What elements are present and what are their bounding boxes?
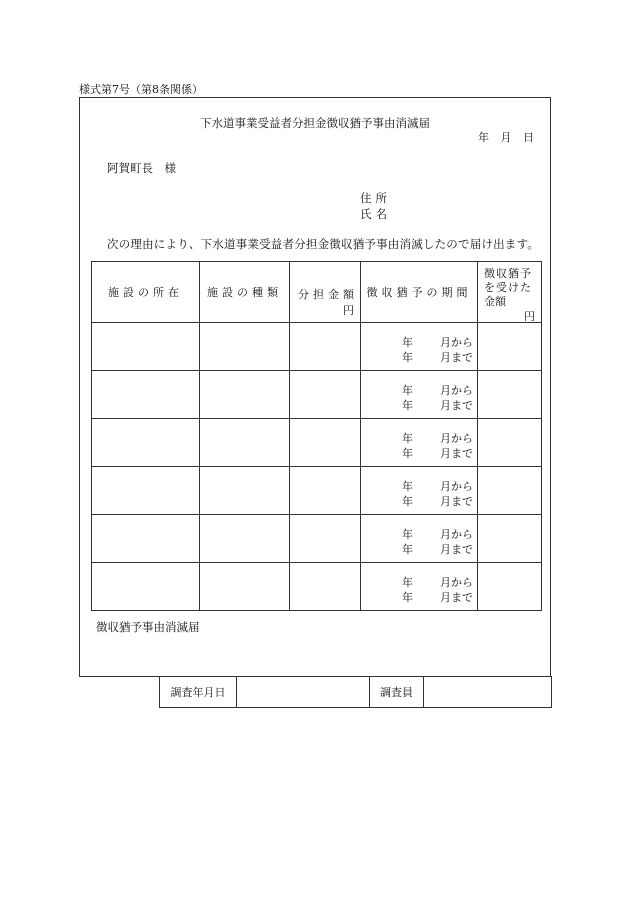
header-amount-unit: 円 — [343, 304, 354, 317]
header-amount — [290, 262, 361, 323]
period-to: 月まで — [440, 351, 473, 364]
cell-type[interactable] — [200, 563, 290, 611]
period-year: 年 — [402, 480, 413, 493]
period-from: 月から — [440, 432, 473, 445]
period-year: 年 — [402, 576, 413, 589]
period-year: 年 — [402, 399, 413, 412]
period-from: 月から — [440, 480, 473, 493]
header-deferred-line2: を受けた — [484, 281, 532, 294]
cell-type[interactable] — [200, 371, 290, 419]
cell-location[interactable] — [92, 419, 200, 467]
addressee: 阿賀町長 様 — [107, 161, 176, 175]
footer-note: 徴収猶予事由消滅届 — [96, 620, 200, 634]
table-row — [92, 371, 542, 419]
cell-deferred-amount[interactable] — [478, 323, 542, 371]
cell-amount[interactable] — [290, 371, 361, 419]
cell-period[interactable] — [361, 515, 478, 563]
survey-table — [159, 676, 552, 708]
period-year: 年 — [402, 351, 413, 364]
survey-row — [160, 677, 552, 708]
table-row — [92, 563, 542, 611]
cell-period[interactable] — [361, 323, 478, 371]
cell-amount[interactable] — [290, 515, 361, 563]
table-row — [92, 419, 542, 467]
period-from: 月から — [440, 528, 473, 541]
cell-type[interactable] — [200, 419, 290, 467]
cell-location[interactable] — [92, 515, 200, 563]
period-year: 年 — [402, 543, 413, 556]
cell-location[interactable] — [92, 323, 200, 371]
period-year: 年 — [402, 495, 413, 508]
facility-table — [91, 261, 542, 611]
cell-amount[interactable] — [290, 563, 361, 611]
cell-location[interactable] — [92, 467, 200, 515]
header-period: 徴収猶予の期間 — [361, 262, 478, 323]
header-type: 施設の種類 — [200, 262, 290, 323]
statement-text: 次の理由により、下水道事業受益者分担金徴収猶予事由消滅したので届け出ます。 — [107, 237, 539, 251]
cell-amount[interactable] — [290, 419, 361, 467]
period-to: 月まで — [440, 543, 473, 556]
header-deferred-unit: 円 — [524, 310, 535, 323]
cell-period[interactable] — [361, 563, 478, 611]
period-to: 月まで — [440, 399, 473, 412]
table-row — [92, 467, 542, 515]
period-from: 月から — [440, 384, 473, 397]
period-from: 月から — [440, 576, 473, 589]
survey-officer-label: 調査員 — [370, 677, 424, 708]
survey-date-field[interactable] — [237, 677, 370, 708]
period-from: 月から — [440, 336, 473, 349]
name-label: 氏名 — [360, 207, 391, 221]
period-year: 年 — [402, 447, 413, 460]
cell-type[interactable] — [200, 467, 290, 515]
cell-deferred-amount[interactable] — [478, 563, 542, 611]
cell-deferred-amount[interactable] — [478, 467, 542, 515]
cell-type[interactable] — [200, 515, 290, 563]
cell-period[interactable] — [361, 371, 478, 419]
header-location: 施設の所在 — [92, 262, 200, 323]
period-year: 年 — [402, 336, 413, 349]
cell-deferred-amount[interactable] — [478, 515, 542, 563]
form-number-label: 様式第7号（第8条関係） — [79, 83, 203, 96]
period-year: 年 — [402, 591, 413, 604]
survey-officer-field[interactable] — [424, 677, 552, 708]
cell-amount[interactable] — [290, 467, 361, 515]
period-to: 月まで — [440, 447, 473, 460]
period-to: 月まで — [440, 495, 473, 508]
period-year: 年 — [402, 432, 413, 445]
header-amount-label: 分担金額 — [298, 288, 358, 301]
header-deferred-line3: 金額 — [484, 295, 506, 308]
header-deferred-amount — [478, 262, 542, 323]
period-year: 年 — [402, 528, 413, 541]
survey-date-label: 調査年月日 — [160, 677, 237, 708]
period-to: 月まで — [440, 591, 473, 604]
cell-location[interactable] — [92, 563, 200, 611]
cell-location[interactable] — [92, 371, 200, 419]
cell-period[interactable] — [361, 419, 478, 467]
cell-amount[interactable] — [290, 323, 361, 371]
period-year: 年 — [402, 384, 413, 397]
address-label: 住所 — [360, 191, 391, 205]
cell-deferred-amount[interactable] — [478, 419, 542, 467]
cell-deferred-amount[interactable] — [478, 371, 542, 419]
table-row — [92, 515, 542, 563]
cell-period[interactable] — [361, 467, 478, 515]
form-title: 下水道事業受益者分担金徴収猶予事由消滅届 — [200, 116, 430, 130]
table-row — [92, 323, 542, 371]
cell-type[interactable] — [200, 323, 290, 371]
header-deferred-line1: 徴収猶予 — [484, 267, 532, 280]
date-line[interactable]: 年 月 日 — [478, 131, 534, 144]
table-header-row — [92, 262, 542, 323]
